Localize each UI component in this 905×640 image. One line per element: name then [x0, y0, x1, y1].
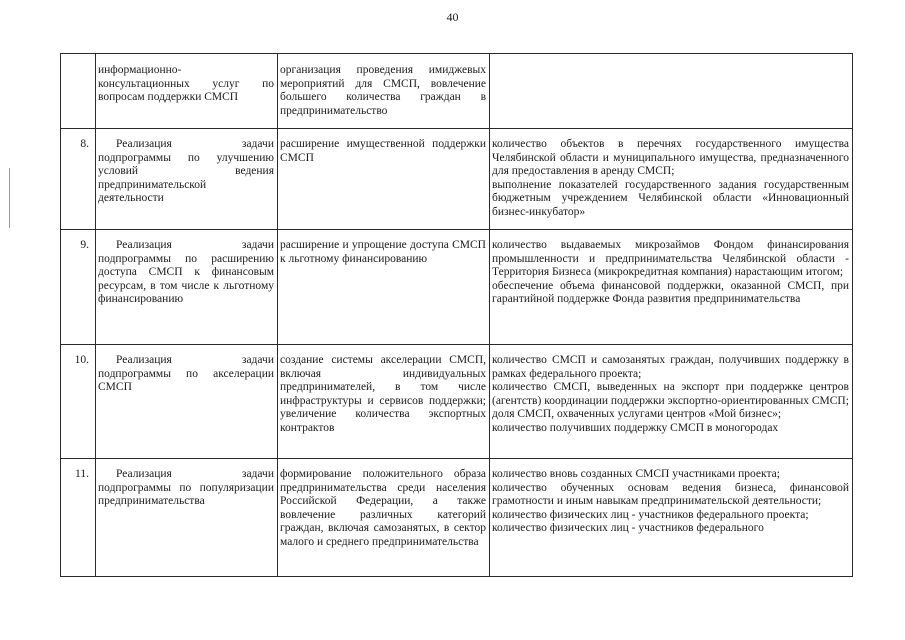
- task-text: подпрограммы по улучшению условий ведения предпринимательской деятельности: [98, 151, 274, 204]
- task-text: Реализация: [116, 138, 172, 150]
- task-text: задачи: [241, 239, 274, 251]
- task-cell: [96, 54, 278, 129]
- row-number: [61, 54, 96, 129]
- program-tasks-table: [60, 53, 853, 577]
- task-cell: [96, 459, 278, 577]
- task-text: задачи: [241, 354, 274, 366]
- indicators-cell: [490, 129, 853, 230]
- row-number: 10.: [61, 345, 96, 459]
- task-text: консультационных услуг по вопросам поддержки СМСП: [98, 77, 274, 103]
- task-text: информационно-: [98, 64, 182, 76]
- indicators-cell: [490, 459, 853, 577]
- table-row: [61, 230, 853, 345]
- table-row: [61, 459, 853, 577]
- indicator-item: количество физических лиц - участников федерального проекта;: [492, 508, 809, 521]
- indicators-cell: [490, 54, 853, 129]
- indicator-item: доля СМСП, охваченных услугами центров «Мой бизнес»;: [492, 408, 782, 420]
- task-text: задачи: [241, 138, 274, 150]
- row-number: 8.: [61, 129, 96, 230]
- direction-cell: расширение и упрощение доступа СМСП к льготному финансированию: [278, 230, 490, 345]
- row-number: 11.: [61, 459, 96, 577]
- task-text: подпрограммы по акселерации СМСП: [98, 367, 274, 393]
- indicator-item: количество выдаваемых микрозаймов Фондом финансирования промышленности и предпринимательства Челябинской области - Территория Бизнеса (микрокредитная компания) нарастающим итогом;: [492, 239, 849, 278]
- table-row: [61, 129, 853, 230]
- indicator-item: количество обученных основам ведения бизнеса, финансовой грамотности и иным навыкам предпринимательской деятельности;: [492, 481, 849, 507]
- task-text: подпрограммы по расширению доступа СМСП к финансовым ресурсам, в том числе к льготному финансированию: [98, 252, 274, 305]
- indicator-item: выполнение показателей государственного задания государственным бюджетным учреждением Челябинской области «Инновационный бизнес-инкубатор»: [492, 178, 849, 218]
- task-text: подпрограммы по популяризации предпринимательства: [98, 481, 274, 507]
- direction-cell: создание системы акселерации СМСП, включая индивидуальных предпринимателей, в том числе инфраструктуры и сервисов поддержки; увеличение количества экспортных контрактов: [278, 345, 490, 459]
- task-cell: [96, 230, 278, 345]
- indicator-item: количество получивших поддержку СМСП в моногородах: [492, 421, 779, 434]
- direction-cell: формирование положительного образа предпринимательства среди населения Российской Федерации, а также вовлечение различных категорий граждан, включая самозанятых, в сектор малого и среднего предпринимательства: [278, 459, 490, 577]
- task-cell: [96, 345, 278, 459]
- table-row: [61, 345, 853, 459]
- indicator-item: количество СМСП и самозанятых граждан, получивших поддержку в рамках федерального проекта;: [492, 354, 849, 380]
- direction-cell: организация проведения имиджевых мероприятий для СМСП, вовлечение большего количества граждан в предпринимательство: [278, 54, 490, 129]
- indicator-item: количество вновь созданных СМСП участниками проекта;: [492, 468, 780, 480]
- indicator-item: количество физических лиц - участников федерального: [492, 522, 764, 534]
- direction-cell: расширение имущественной поддержки СМСП: [278, 129, 490, 230]
- indicator-item: количество объектов в перечнях государственного имущества Челябинской области и муниципального имущества, предназначенного для предоставления в аренду СМСП;: [492, 138, 849, 177]
- task-text: Реализация: [116, 468, 172, 480]
- indicators-cell: [490, 230, 853, 345]
- row-number: 9.: [61, 230, 96, 345]
- task-text: Реализация: [116, 239, 172, 251]
- task-text: Реализация: [116, 354, 172, 366]
- task-cell: [96, 129, 278, 230]
- page-number: 40: [446, 10, 459, 24]
- scan-margin-mark: [9, 168, 10, 228]
- indicator-item: количество СМСП, выведенных на экспорт при поддержке центров (агентств) координации поддержки экспортно-ориентированных СМСП;: [492, 381, 849, 407]
- task-text: задачи: [241, 468, 274, 480]
- table-row: [61, 54, 853, 129]
- indicators-cell: [490, 345, 853, 459]
- indicator-item: обеспечение объема финансовой поддержки, оказанной СМСП, при гарантийной поддержке Фонда развития предпринимательства: [492, 279, 849, 305]
